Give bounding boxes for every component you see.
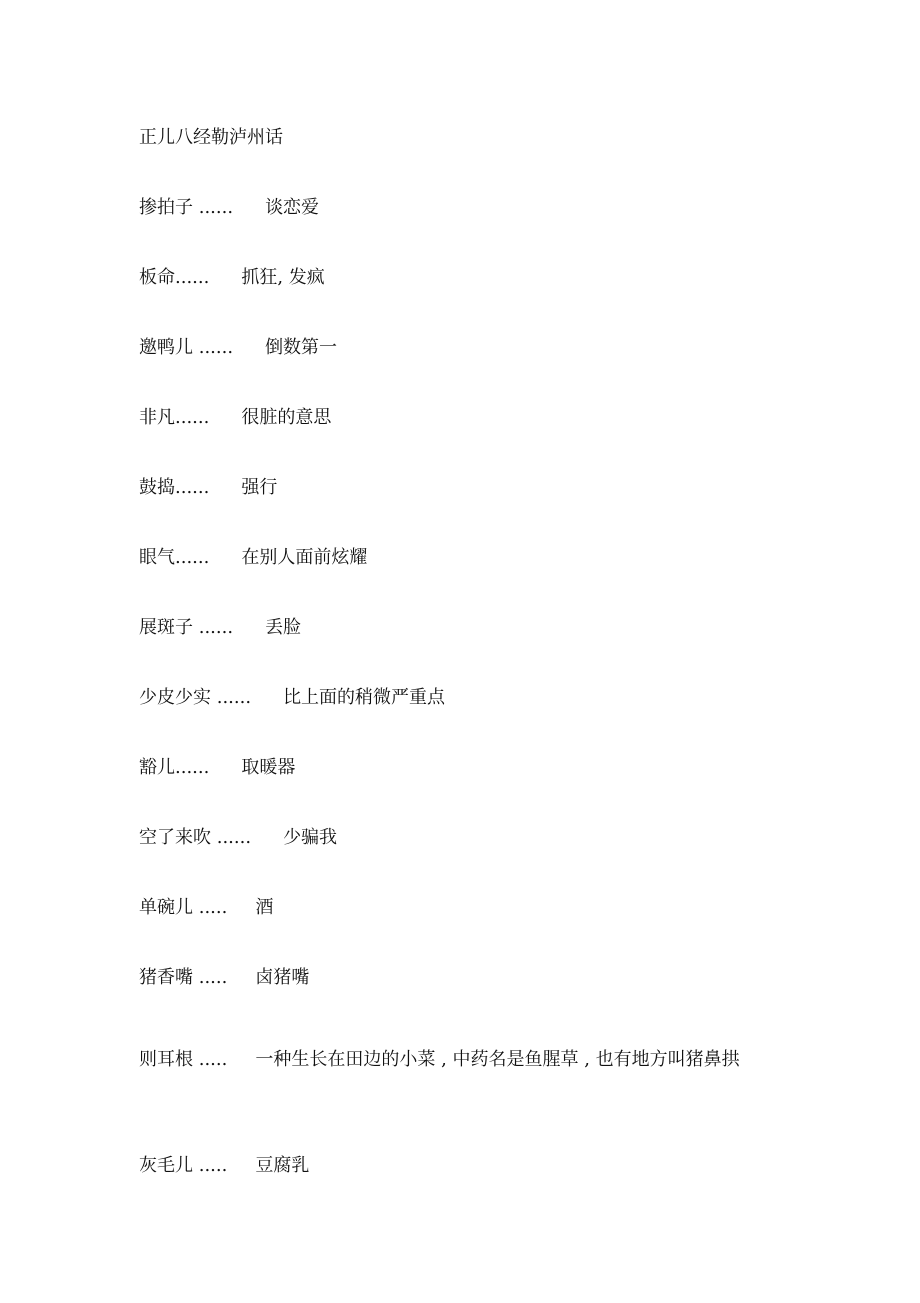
entry-term: 空了来吹 ...... — [139, 827, 252, 848]
entry-meaning: 倒数第一 — [265, 337, 338, 358]
entry-meaning: 豆腐乳 — [255, 1155, 310, 1176]
entry-line — [139, 196, 319, 220]
entry-term: 少皮少实 ...... — [139, 687, 252, 708]
entry-line — [139, 476, 277, 500]
entry-term: 则耳根 ..... — [139, 1049, 228, 1070]
entry-line — [139, 546, 367, 570]
entry-term: 非凡...... — [139, 407, 210, 428]
entry-term: 邀鸭儿 ...... — [139, 337, 234, 358]
entry-term: 单碗儿 ..... — [139, 897, 228, 918]
entry-line — [139, 896, 273, 920]
entry-meaning: 一种生长在田边的小菜 , 中药名是鱼腥草 , 也有地方叫猪鼻拱 — [255, 1049, 740, 1070]
entry-line — [139, 266, 325, 290]
entry-term: 鼓捣...... — [139, 477, 210, 498]
entry-meaning: 取暖器 — [241, 757, 296, 778]
entry-meaning: 强行 — [241, 477, 278, 498]
entry-term: 灰毛儿 ..... — [139, 1155, 228, 1176]
entry-line — [139, 616, 301, 640]
entry-term: 板命...... — [139, 267, 210, 288]
entry-line — [139, 826, 337, 850]
entry-meaning: 很脏的意思 — [241, 407, 332, 428]
entry-line — [139, 406, 331, 430]
entry-term: 豁儿...... — [139, 757, 210, 778]
document-title: 正儿八经勒泸州话 — [139, 127, 283, 148]
entry-meaning: 少骗我 — [283, 827, 338, 848]
entry-term: 眼气...... — [139, 547, 210, 568]
entry-line — [139, 1154, 309, 1178]
entry-meaning: 比上面的稍微严重点 — [283, 687, 446, 708]
entry-term: 展斑子 ...... — [139, 617, 234, 638]
entry-line — [139, 686, 445, 710]
entry-line — [139, 966, 309, 990]
entry-line — [139, 756, 295, 780]
entry-term: 掺拍子 ...... — [139, 197, 234, 218]
entry-line — [139, 1036, 789, 1084]
entry-meaning: 抓狂, 发疯 — [241, 267, 325, 288]
entry-line — [139, 336, 337, 360]
entry-meaning: 丢脸 — [265, 617, 302, 638]
entry-meaning: 酒 — [255, 897, 274, 918]
entry-term: 猪香嘴 ..... — [139, 967, 228, 988]
entry-meaning: 谈恋爱 — [265, 197, 320, 218]
entry-meaning: 在别人面前炫耀 — [241, 547, 368, 568]
entry-meaning: 卤猪嘴 — [255, 967, 310, 988]
